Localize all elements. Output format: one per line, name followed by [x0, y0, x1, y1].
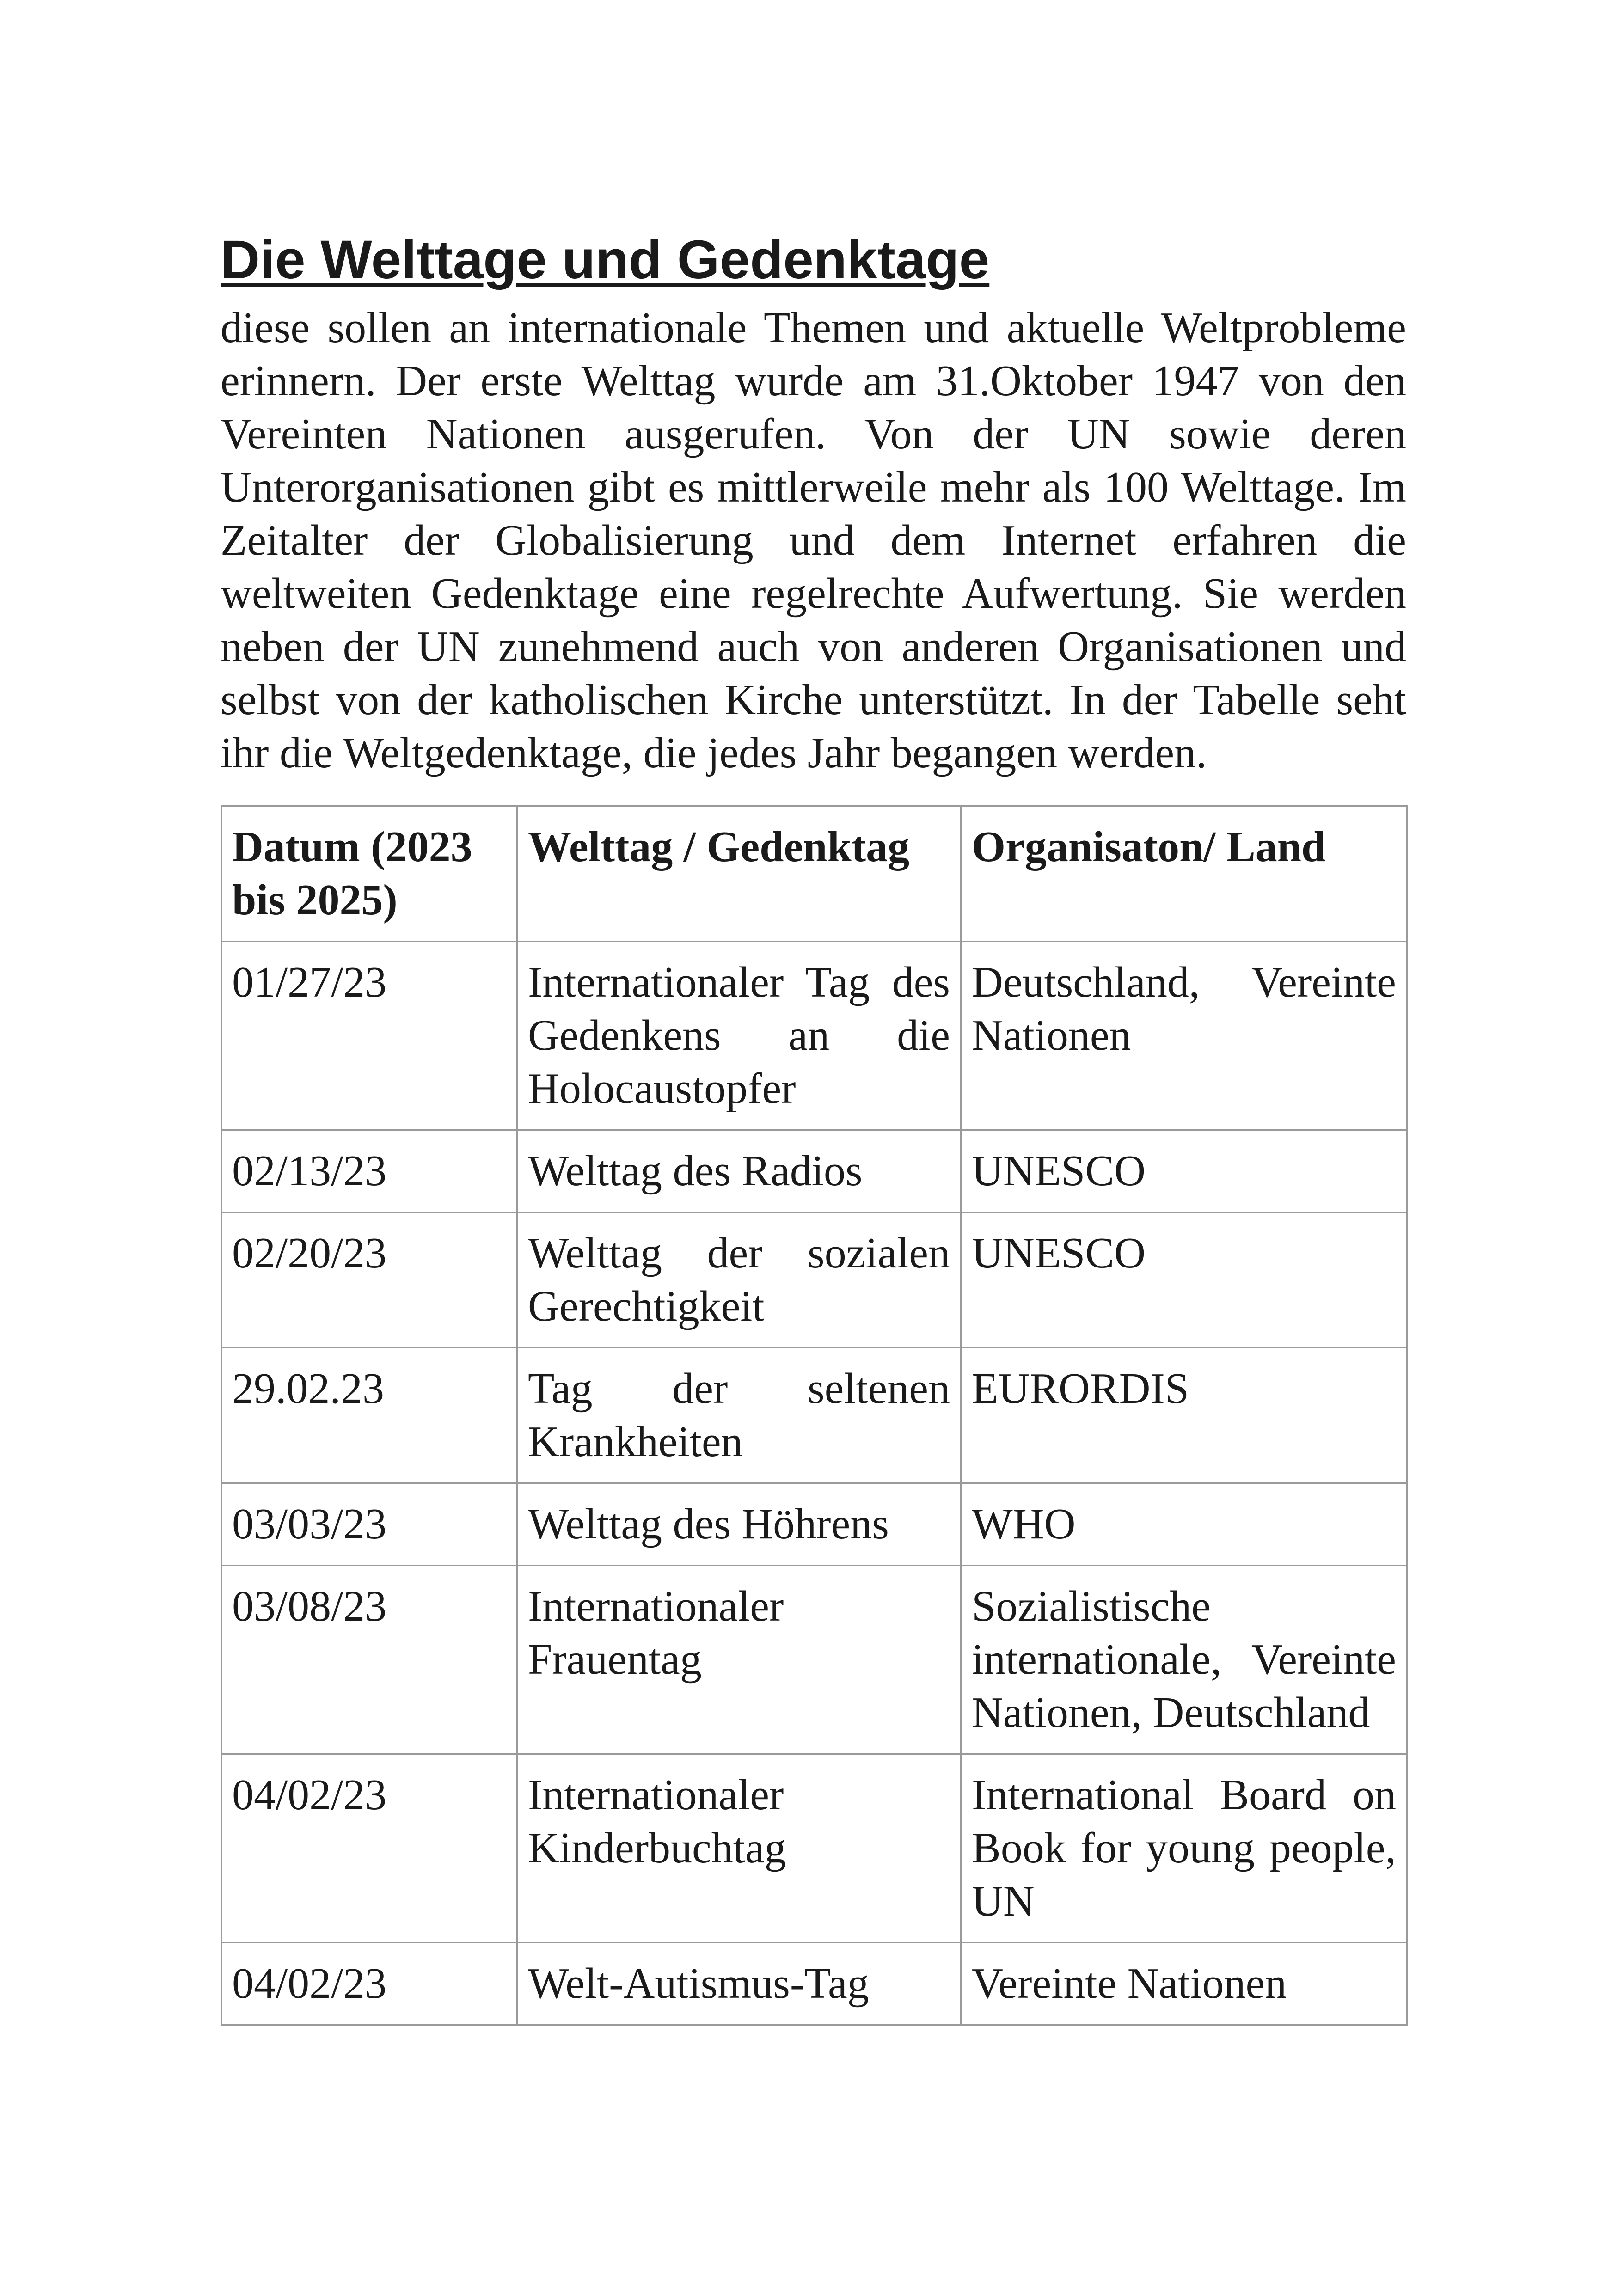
cell-day: Welttag des Radios — [517, 1130, 961, 1212]
cell-day: Tag der seltenen Krankheiten — [517, 1348, 961, 1483]
table-row — [221, 1754, 1407, 1943]
cell-organisation: UNESCO — [961, 1130, 1407, 1212]
header-organisation: Organisaton/ Land — [961, 806, 1407, 942]
cell-day: Welttag der sozialen Gerechtigkeit — [517, 1212, 961, 1348]
document-page — [221, 227, 1406, 2026]
cell-date: 01/27/23 — [221, 942, 517, 1130]
cell-date: 04/02/23 — [221, 1943, 517, 2025]
cell-date: 02/20/23 — [221, 1212, 517, 1348]
cell-organisation: International Board on Book for young people, UN — [961, 1754, 1407, 1943]
page-title: Die Welttage und Gedenktage — [221, 229, 990, 290]
cell-organisation: UNESCO — [961, 1212, 1407, 1348]
table-row — [221, 942, 1407, 1130]
table-row — [221, 1348, 1407, 1483]
world-days-table — [221, 805, 1408, 2026]
cell-date: 04/02/23 — [221, 1754, 517, 1943]
table-row — [221, 1566, 1407, 1754]
cell-date: 03/03/23 — [221, 1483, 517, 1566]
cell-organisation: Deutschland, Vereinte Nationen — [961, 942, 1407, 1130]
table-row — [221, 1212, 1407, 1348]
table-header-row — [221, 806, 1407, 942]
cell-date: 02/13/23 — [221, 1130, 517, 1212]
cell-day: Internationaler Kinderbuchtag — [517, 1754, 961, 1943]
table-row — [221, 1130, 1407, 1212]
header-day: Welttag / Gedenktag — [517, 806, 961, 942]
table-row — [221, 1483, 1407, 1566]
cell-organisation: Sozialistische internationale, Vereinte Nationen, Deutschland — [961, 1566, 1407, 1754]
cell-organisation: EURORDIS — [961, 1348, 1407, 1483]
cell-day: Internationaler Tag des Gedenkens an die Holocaustopfer — [517, 942, 961, 1130]
intro-paragraph: diese sollen an internationale Themen und aktuelle Weltprobleme erinnern. Der erste Welttag wurde am 31.Oktober 1947 von den Vereinten Nationen ausgerufen. Von der UN sowie deren Unterorganisationen gibt es mittlerweile mehr als 100 Welttage. Im Zeitalter der Globalisierung und dem Internet erfahren die weltweiten Gedenktage eine regelrechte Aufwertung. Sie werden neben der UN zunehmend auch von anderen Organisationen und selbst von der katholischen Kirche unterstützt. In der Tabelle seht ihr die Weltgedenktage, die jedes Jahr begangen werden. — [221, 304, 1406, 777]
header-date: Datum (2023 bis 2025) — [221, 806, 517, 942]
cell-organisation: WHO — [961, 1483, 1407, 1566]
cell-organisation: Vereinte Nationen — [961, 1943, 1407, 2025]
cell-date: 29.02.23 — [221, 1348, 517, 1483]
cell-date: 03/08/23 — [221, 1566, 517, 1754]
cell-day: Welttag des Höhrens — [517, 1483, 961, 1566]
table-row — [221, 1943, 1407, 2025]
cell-day: Internationaler Frauentag — [517, 1566, 961, 1754]
cell-day: Welt-Autismus-Tag — [517, 1943, 961, 2025]
